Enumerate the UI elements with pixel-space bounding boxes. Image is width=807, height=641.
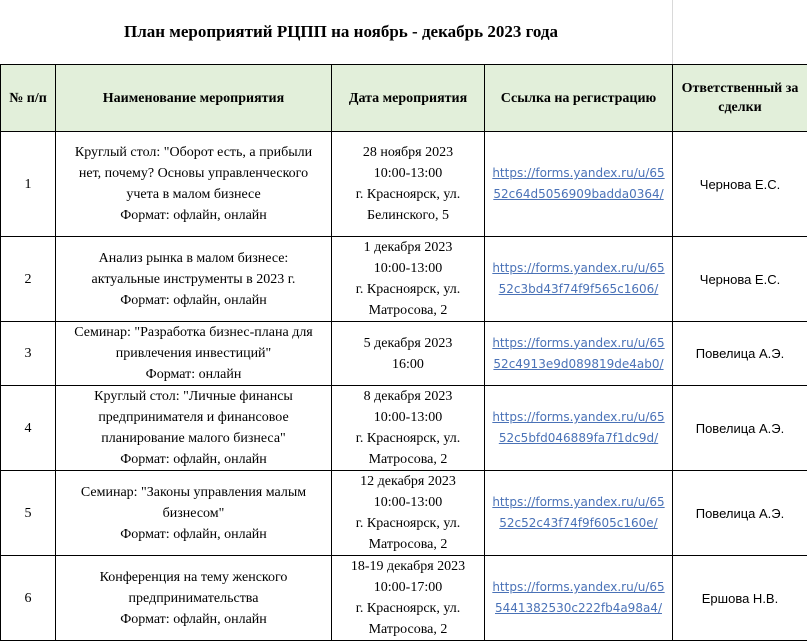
event-name-line: актуальные инструменты в 2023 г.: [58, 269, 329, 290]
event-name-line: Семинар: "Разработка бизнес-плана для: [58, 322, 329, 343]
registration-link-cell: [485, 322, 673, 386]
registration-link-cell: [485, 132, 673, 237]
table-row: [1, 386, 807, 471]
event-name-line: Формат: офлайн, онлайн: [58, 205, 329, 226]
registration-link[interactable]: https://forms.yandex.ru/u/6552c5bfd046889fa7f1dc9d/: [492, 410, 664, 445]
event-date-line: 5 декабря 2023: [334, 333, 482, 354]
table-row: [1, 471, 807, 556]
registration-link[interactable]: https://forms.yandex.ru/u/6552c64d5056909badda0364/: [492, 166, 664, 201]
responsible-person: Повелица А.Э.: [673, 322, 807, 386]
registration-link[interactable]: https://forms.yandex.ru/u/6552c52c43f74f9f605c160e/: [492, 495, 664, 530]
registration-link-cell: [485, 386, 673, 471]
registration-link[interactable]: https://forms.yandex.ru/u/6552c4913e9d089819de4ab0/: [492, 336, 664, 371]
event-date-line: 10:00-13:00: [334, 258, 482, 279]
registration-link[interactable]: https://forms.yandex.ru/u/6552c3bd43f74f9f565c1606/: [492, 261, 664, 296]
registration-link-cell: [485, 556, 673, 641]
event-date-line: Матросова, 2: [334, 619, 482, 640]
event-date-line: 10:00-13:00: [334, 163, 482, 184]
event-date: [332, 322, 485, 386]
event-name-line: предпринимателя и финансовое: [58, 407, 329, 428]
header-num: № п/п: [1, 65, 56, 132]
event-date-line: г. Красноярск, ул.: [334, 598, 482, 619]
event-date: [332, 132, 485, 237]
responsible-person: Чернова Е.С.: [673, 237, 807, 322]
responsible-person: Повелица А.Э.: [673, 386, 807, 471]
event-name-line: Анализ рынка в малом бизнесе:: [58, 248, 329, 269]
event-date-line: 28 ноября 2023: [334, 142, 482, 163]
table-row: [1, 322, 807, 386]
registration-link-cell: [485, 237, 673, 322]
event-name-line: нет, почему? Основы управленческого: [58, 163, 329, 184]
header-link: Ссылка на регистрацию: [485, 65, 673, 132]
event-name-line: Круглый стол: "Оборот есть, а прибыли: [58, 142, 329, 163]
table-row: [1, 237, 807, 322]
event-name: [56, 471, 332, 556]
header-date: Дата мероприятия: [332, 65, 485, 132]
header-name: Наименование мероприятия: [56, 65, 332, 132]
event-date-line: г. Красноярск, ул.: [334, 428, 482, 449]
event-name-line: Формат: офлайн, онлайн: [58, 609, 329, 630]
page-title: План мероприятий РЦПП на ноябрь - декабрь 2023 года: [0, 0, 672, 64]
row-number: 1: [1, 132, 56, 237]
table-row: [1, 132, 807, 237]
event-date-line: 10:00-13:00: [334, 492, 482, 513]
event-date-line: 10:00-17:00: [334, 577, 482, 598]
registration-link[interactable]: https://forms.yandex.ru/u/655441382530c222fb4a98a4/: [492, 580, 664, 615]
events-table: [0, 64, 807, 641]
responsible-person: Чернова Е.С.: [673, 132, 807, 237]
responsible-person: Повелица А.Э.: [673, 471, 807, 556]
header-resp: Ответственный за сделки: [673, 65, 807, 132]
row-number: 3: [1, 322, 56, 386]
event-name: [56, 556, 332, 641]
event-name-line: Формат: офлайн, онлайн: [58, 290, 329, 311]
registration-link-cell: [485, 471, 673, 556]
event-name: [56, 386, 332, 471]
table-header-row: [1, 65, 807, 132]
event-date-line: Белинского, 5: [334, 205, 482, 226]
event-date-line: 8 декабря 2023: [334, 386, 482, 407]
event-name-line: привлечения инвестиций": [58, 343, 329, 364]
event-name-line: планирование малого бизнеса": [58, 428, 329, 449]
event-name-line: предпринимательства: [58, 588, 329, 609]
event-name-line: учета в малом бизнесе: [58, 184, 329, 205]
event-date-line: Матросова, 2: [334, 534, 482, 555]
event-date-line: 12 декабря 2023: [334, 471, 482, 492]
event-name: [56, 132, 332, 237]
row-number: 4: [1, 386, 56, 471]
event-name-line: Формат: офлайн, онлайн: [58, 524, 329, 545]
event-date-line: Матросова, 2: [334, 449, 482, 470]
table-row: [1, 556, 807, 641]
event-date-line: 1 декабря 2023: [334, 237, 482, 258]
event-date-line: г. Красноярск, ул.: [334, 184, 482, 205]
event-name-line: бизнесом": [58, 503, 329, 524]
event-name-line: Конференция на тему женского: [58, 567, 329, 588]
event-name-line: Формат: онлайн: [58, 364, 329, 385]
responsible-person: Ершова Н.В.: [673, 556, 807, 641]
event-name-line: Формат: офлайн, онлайн: [58, 449, 329, 470]
event-date-line: 16:00: [334, 354, 482, 375]
event-name-line: Семинар: "Законы управления малым: [58, 482, 329, 503]
event-date-line: 10:00-13:00: [334, 407, 482, 428]
event-date-line: г. Красноярск, ул.: [334, 513, 482, 534]
row-number: 5: [1, 471, 56, 556]
event-name: [56, 237, 332, 322]
row-number: 6: [1, 556, 56, 641]
event-name-line: Круглый стол: "Личные финансы: [58, 386, 329, 407]
event-date-line: 18-19 декабря 2023: [334, 556, 482, 577]
row-number: 2: [1, 237, 56, 322]
event-date: [332, 471, 485, 556]
event-date: [332, 386, 485, 471]
event-date-line: Матросова, 2: [334, 300, 482, 321]
event-name: [56, 322, 332, 386]
title-side-cell: [672, 0, 807, 64]
event-date: [332, 556, 485, 641]
event-date: [332, 237, 485, 322]
event-date-line: г. Красноярск, ул.: [334, 279, 482, 300]
